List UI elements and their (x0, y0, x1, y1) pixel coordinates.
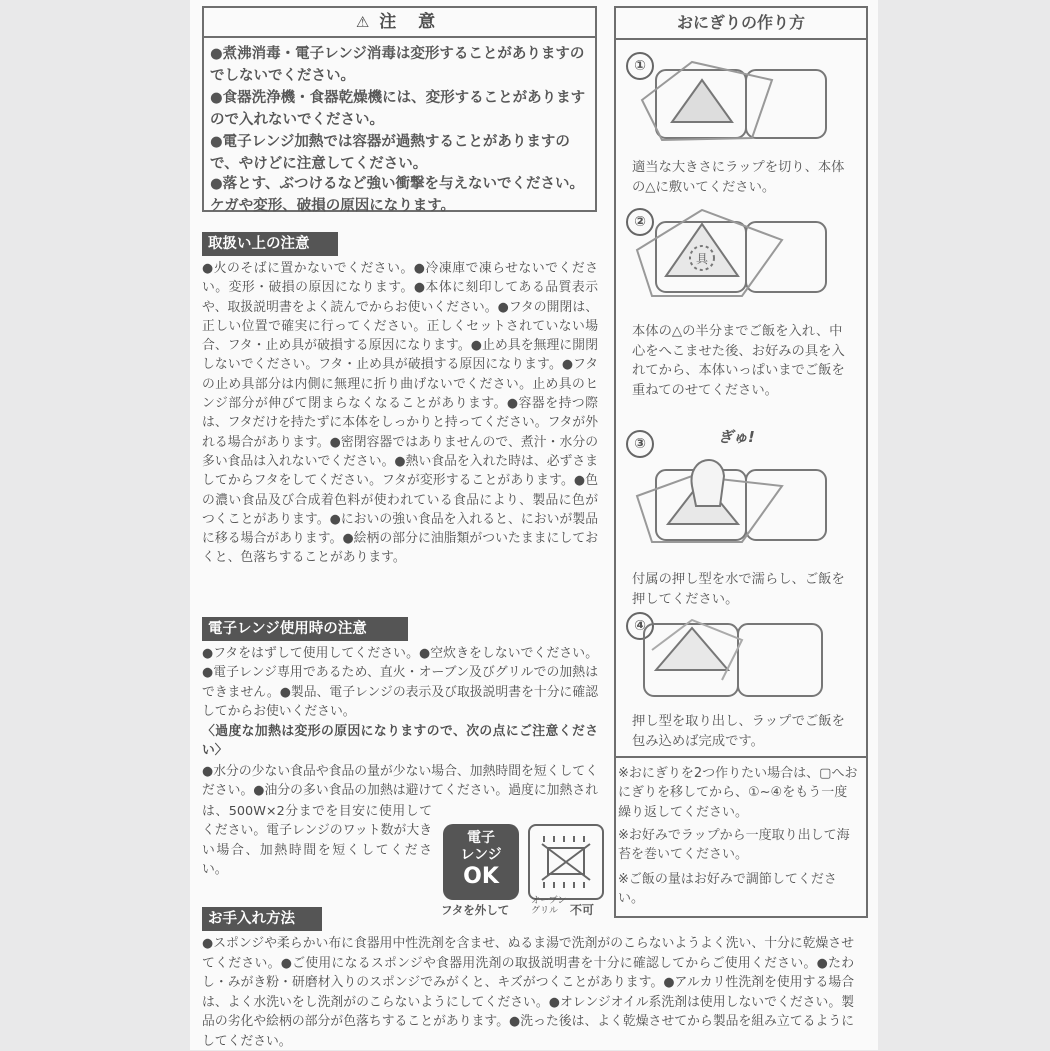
step-number-3: ③ (626, 430, 654, 458)
step2-illustration (632, 200, 832, 310)
warning-title-text: 注 意 (379, 12, 444, 32)
step-number-1: ① (626, 52, 654, 80)
microwave-text-2a: ●水分の少ない食品や食品の量が少ない場合、加熱時間を短くしてください。●油分の多い食品の加熱は避けてください。過度に加熱され (202, 764, 598, 799)
care-heading: お手入れ方法 (202, 907, 322, 931)
note-item: ※おにぎりを2つ作りたい場合は、▢へおにぎりを移してから、①~④をもう一度繰り返してください。 (618, 766, 858, 820)
handling-heading: 取扱い上の注意 (202, 232, 338, 256)
oven-caption-small: オーブン グリル (531, 896, 567, 916)
microwave-heading: 電子レンジ使用時の注意 (202, 617, 408, 641)
care-text: ●スポンジや柔らかい布に食器用中性洗剤を含ませ、ぬるま湯で洗剤がのこらないようよく洗い、十分に乾燥させてください。●ご使用になるスポンジや食器用洗剤の取扱説明書を十分に確認してからご使用ください。●たわし・みがき粉・研磨材入りのスポンジでみがくと、キズがつくことがあります。●アルカリ性洗剤を使用する場合は、よく水洗いをし洗剤がのこらないようにしてください。●オレンジオイル系洗剤は使用しないでください。製品の劣化や絵柄の部分が色落ちすることがあります。●洗った後は、よく乾燥させてから製品を組み立てるようにしてください。 (202, 936, 854, 1049)
step3-text: 付属の押し型を水で濡らし、ご飯を押してください。 (632, 572, 845, 607)
note-item: ※お好みでラップから一度取り出して海苔を巻いてください。 (618, 828, 850, 863)
step4-text: 押し型を取り出し、ラップでご飯を包み込めば完成です。 (632, 714, 845, 749)
microwave-text-1: ●フタをはずして使用してください。●空炊きをしないでください。●電子レンジ専用であるため、直火・オーブン及びグリルでの加熱はできません。●製品、電子レンジの表示及び取扱説明書を十分に確認してからお使いください。 (202, 646, 598, 719)
howto-title: おにぎりの作り方 (616, 8, 866, 40)
warning-triangle-icon: ⚠ (355, 13, 370, 31)
microwave-text-2b: は、500W×2分までを目安に使用してください。電子レンジのワット数が大きい場合、加熱時間を短くしてください。 (202, 804, 432, 877)
warning-box (202, 6, 597, 212)
handling-text: ●火のそばに置かないでください。●冷凍庫で凍らせないでください。変形・破損の原因になります。●本体に刻印してある品質表示や、取扱説明書をよく読んでからお使いください。●フタの開閉は、正しい位置で確実に行ってください。正しくセットされていない場合、フタ・止め具が破損する原因になります。●止め具を無理に開閉しないでください。フタ・止め具が破損する原因になります。●フタの止め具部分は内側に無理に折り曲げないでください。止め具のヒンジ部分が伸びて閉まらなくなることがあります。●容器を持つ際は、フタだけを持たずに本体をしっかりと持ってください。フタが外れる場合があります。●密閉容器ではありませんので、煮汁・水分の多い食品は入れないでください。●熱い食品を入れた時は、必ずさましてからフタをしてください。フタが変形することがあります。●色の濃い食品及び合成着色料が使われている食品により、製品に色がつくことがあります。●においの強い食品を入れると、においが製品に移る場合があります。●絵柄の部分に油脂類がついたままにしておくと、色落ちすることがあります。 (202, 261, 598, 566)
step-number-2: ② (626, 208, 654, 236)
badge-ok: OK (463, 864, 499, 889)
no-oven-icon (528, 824, 604, 900)
squeeze-label: ぎゅ! (718, 428, 755, 446)
filling-label: 具 (696, 252, 709, 266)
warning-item: ●煮沸消毒・電子レンジ消毒は変形することがありますのでしないでください。 (210, 46, 585, 84)
badge-line2: レンジ (460, 847, 502, 863)
warning-item: ●落とす、ぶつけるなど強い衝撃を与えないでください。ケガや変形、破損の原因になります。 (210, 176, 584, 214)
badge-line1: 電子 (467, 830, 495, 846)
step4-illustration (632, 610, 832, 706)
warning-item: ●食器洗浄機・食器乾燥機には、変形することがありますので入れないでください。 (210, 90, 586, 128)
step3-illustration (632, 446, 832, 556)
microwave-ok-badge (443, 824, 519, 900)
oven-caption: 不可 (570, 903, 595, 917)
warning-item: ●電子レンジ加熱では容器が過熱することがありますので、やけどに注意してください。 (210, 134, 570, 172)
note-item: ※ご飯の量はお好みで調節してください。 (618, 872, 837, 907)
microwave-bold-note: 〈過度な加熱は変形の原因になりますので、次の点にご注意ください〉 (202, 724, 598, 759)
badge-caption: フタを外して (441, 903, 510, 917)
step2-text: 本体の△の半分までご飯を入れ、中心をへこませた後、お好みの具を入れてから、本体いっぱいまでご飯を重ねてのせてください。 (632, 324, 845, 398)
step1-text: 適当な大きさにラップを切り、本体の△に敷いてください。 (632, 160, 845, 195)
step1-illustration (632, 50, 832, 150)
warning-title (204, 8, 595, 38)
step-number-4: ④ (626, 612, 654, 640)
